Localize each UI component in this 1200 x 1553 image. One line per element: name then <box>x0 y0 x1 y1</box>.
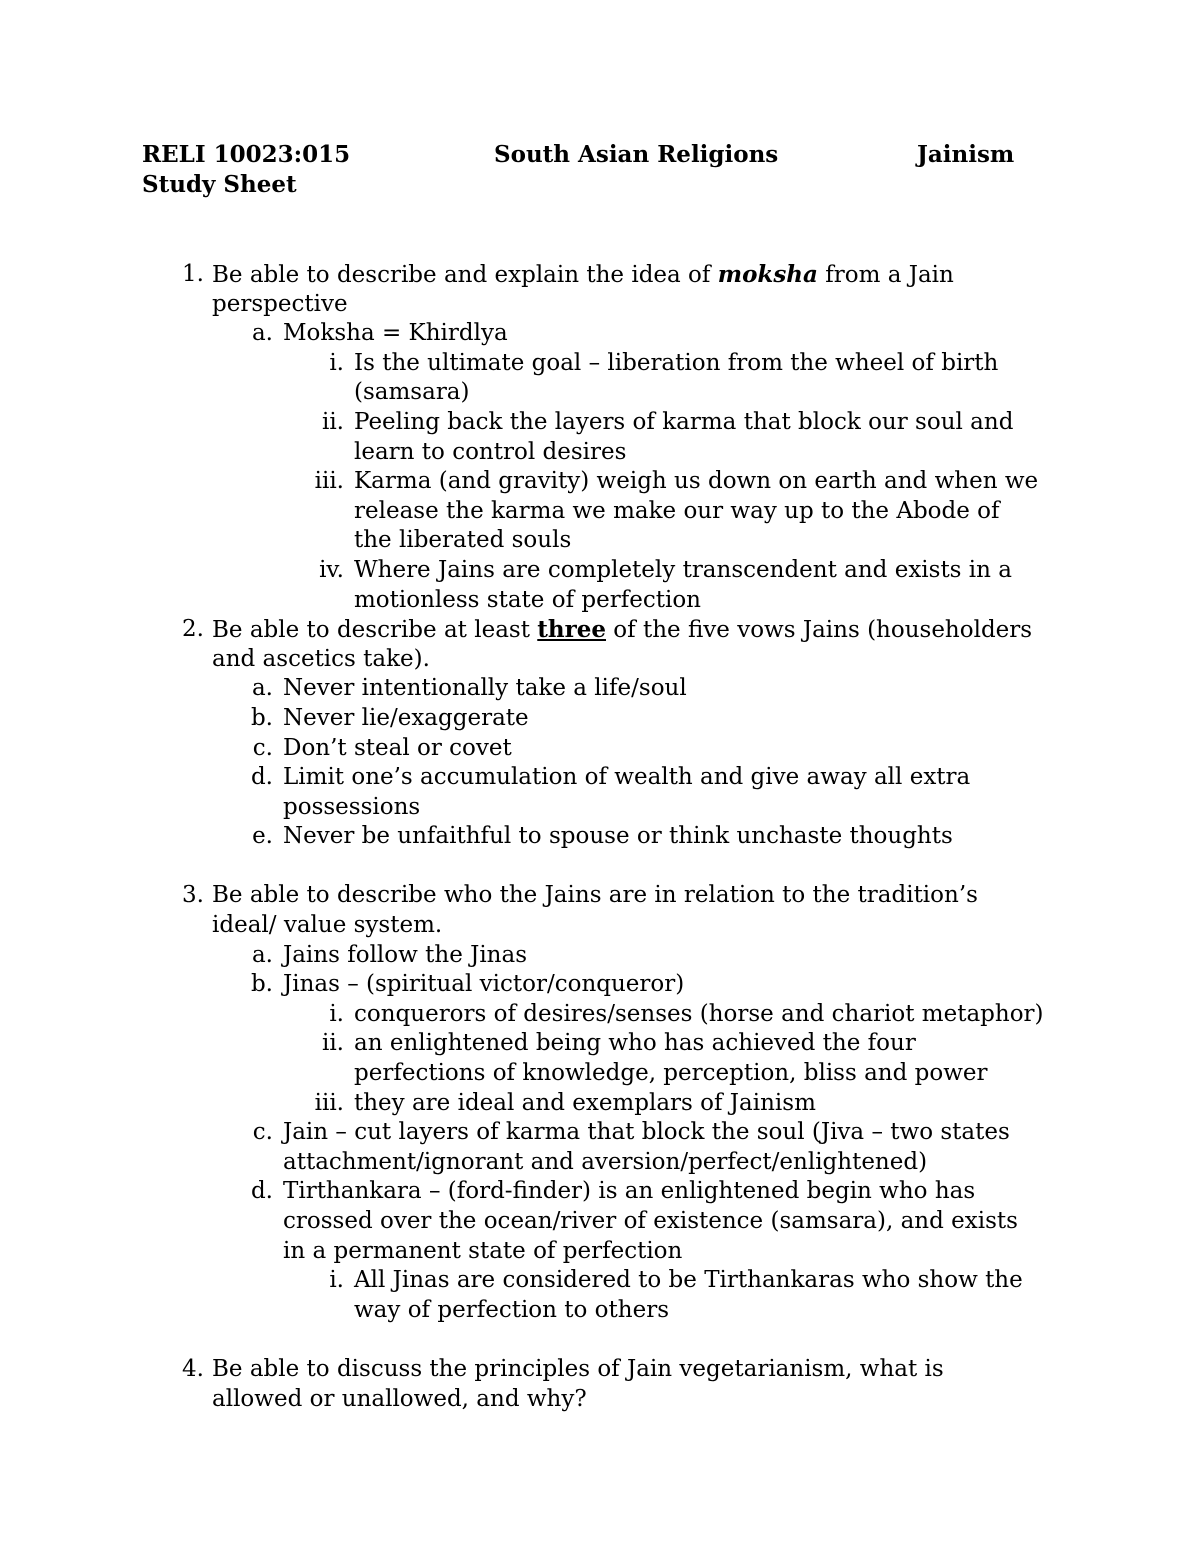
item-marker: ii. <box>321 1030 344 1057</box>
list-item <box>0 467 1200 497</box>
item-marker: a. <box>251 941 273 968</box>
item-text: Karma (and gravity) weigh us down on earth and when we <box>354 468 1039 495</box>
item-text: release the karma we make our way up to the Abode of <box>354 497 1000 524</box>
item-text: way of perfection to others <box>354 1296 669 1323</box>
course-code: RELI 10023:015 <box>142 141 351 168</box>
question-1 <box>0 260 1200 290</box>
sheet-topic: Jainism <box>917 141 1015 168</box>
item-marker: i. <box>329 1000 344 1027</box>
item-text: possessions <box>283 793 421 820</box>
item-marker: c. <box>252 734 273 761</box>
item-text: conquerors of desires/senses (horse and chariot metaphor) <box>354 1000 1044 1027</box>
item-text: Jains follow the Jinas <box>283 941 528 968</box>
question-3 <box>0 881 1200 911</box>
question-1-cont <box>0 290 1200 320</box>
list-item <box>0 1000 1200 1030</box>
list-item <box>0 556 1200 586</box>
item-text: perfections of knowledge, perception, bliss and power <box>354 1060 988 1087</box>
question-text: Be able to describe who the Jains are in relation to the tradition’s <box>212 882 978 909</box>
question-2-cont <box>0 645 1200 675</box>
item-marker: iii. <box>314 468 344 495</box>
item-marker: e. <box>252 823 273 850</box>
blank-line <box>0 1325 1200 1355</box>
list-item <box>0 1118 1200 1148</box>
item-marker: iv. <box>319 556 344 583</box>
question-text: Be able to discuss the principles of Jain vegetarianism, what is <box>212 1355 944 1382</box>
list-item-cont <box>0 1148 1200 1178</box>
question-text: Be able to describe and explain the idea of moksha from a Jain <box>212 261 954 288</box>
item-text: Never be unfaithful to spouse or think unchaste thoughts <box>283 823 953 850</box>
item-marker: i. <box>329 349 344 376</box>
list-item-cont <box>0 1059 1200 1089</box>
question-number: 1. <box>182 261 204 287</box>
list-item <box>0 1089 1200 1119</box>
item-text: Tirthankara – (ford-finder) is an enlightened begin who has <box>283 1178 976 1205</box>
document-header <box>142 140 1042 200</box>
item-marker: b. <box>250 704 273 731</box>
list-item-cont <box>0 497 1200 527</box>
item-text: Don’t steal or covet <box>283 734 512 761</box>
list-item <box>0 408 1200 438</box>
question-number: 3. <box>182 882 204 909</box>
course-subject: South Asian Religions <box>494 141 779 168</box>
item-marker: c. <box>252 1119 273 1146</box>
item-text: Moksha = Khirdlya <box>283 320 508 347</box>
list-item <box>0 1266 1200 1296</box>
item-marker: i. <box>329 1267 344 1294</box>
item-marker: a. <box>251 675 273 702</box>
item-marker: ii. <box>321 408 344 435</box>
question-2 <box>0 615 1200 645</box>
emphasis-term: moksha <box>717 261 818 288</box>
question-text: Be able to describe at least three of the five vows Jains (householders <box>212 616 1033 644</box>
item-text: Peeling back the layers of karma that block our soul and <box>354 408 1014 435</box>
underlined-term: three <box>537 616 606 644</box>
list-item-cont <box>0 1237 1200 1267</box>
item-text: learn to control desires <box>354 438 627 465</box>
item-text: (samsara) <box>354 379 470 406</box>
item-marker: d. <box>250 1178 273 1205</box>
item-text: an enlightened being who has achieved the four <box>354 1030 916 1057</box>
question-3-cont <box>0 911 1200 941</box>
list-item <box>0 970 1200 1000</box>
item-text: motionless state of perfection <box>354 586 701 613</box>
list-item-cont <box>0 438 1200 468</box>
list-item-cont <box>0 1296 1200 1326</box>
list-item <box>0 349 1200 379</box>
item-text: crossed over the ocean/river of existence (samsara), and exists <box>283 1208 1018 1234</box>
item-marker: d. <box>250 764 273 791</box>
item-text: Jain – cut layers of karma that block the soul (Jiva – two states <box>283 1119 1010 1146</box>
item-text: All Jinas are considered to be Tirthankaras who show the <box>354 1267 1023 1294</box>
item-text: attachment/ignorant and aversion/perfect/enlightened) <box>283 1148 928 1175</box>
item-text: Limit one’s accumulation of wealth and give away all extra <box>283 764 971 791</box>
list-item <box>0 1177 1200 1207</box>
question-number: 4. <box>182 1355 204 1382</box>
list-item <box>0 941 1200 971</box>
list-item <box>0 1029 1200 1059</box>
list-item-cont <box>0 793 1200 823</box>
question-text: ideal/ value system. <box>212 912 443 939</box>
list-item <box>0 822 1200 852</box>
list-item-cont <box>0 1207 1200 1237</box>
item-marker: b. <box>250 971 273 998</box>
item-text: in a permanent state of perfection <box>283 1237 683 1264</box>
item-marker: a. <box>251 320 273 347</box>
question-list <box>0 260 1200 1414</box>
sheet-title: Study Sheet <box>142 171 297 198</box>
item-text: Where Jains are completely transcendent and exists in a <box>354 556 1012 583</box>
item-text: Never lie/exaggerate <box>283 704 529 731</box>
list-item <box>0 734 1200 764</box>
header-row <box>142 140 1042 170</box>
item-text: they are ideal and exemplars of Jainism <box>354 1089 816 1116</box>
item-text: the liberated souls <box>354 527 572 554</box>
blank-line <box>0 852 1200 882</box>
list-item-cont <box>0 586 1200 616</box>
item-marker: iii. <box>314 1089 344 1116</box>
item-text: Jinas – (spiritual victor/conqueror) <box>283 971 685 998</box>
list-item <box>0 763 1200 793</box>
list-item-cont <box>0 526 1200 556</box>
item-text: Is the ultimate goal – liberation from the wheel of birth <box>354 349 999 376</box>
question-4 <box>0 1355 1200 1385</box>
list-item <box>0 319 1200 349</box>
item-text: Never intentionally take a life/soul <box>283 675 687 702</box>
list-item <box>0 704 1200 734</box>
question-text: perspective <box>212 290 348 317</box>
list-item-cont <box>0 378 1200 408</box>
question-number: 2. <box>182 616 204 643</box>
question-text: allowed or unallowed, and why? <box>212 1385 587 1412</box>
list-item <box>0 674 1200 704</box>
question-4-cont <box>0 1385 1200 1415</box>
question-text: and ascetics take). <box>212 645 430 672</box>
